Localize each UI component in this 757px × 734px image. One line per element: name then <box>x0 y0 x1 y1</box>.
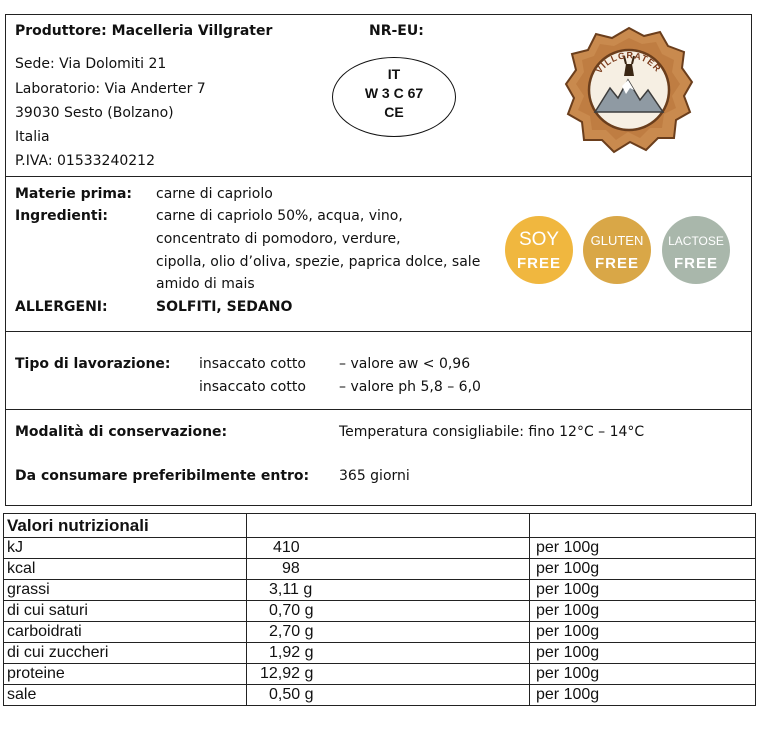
processing-type: insaccato cotto <box>199 379 306 395</box>
processing-type: insaccato cotto <box>199 356 306 372</box>
lactose-free-badge <box>662 216 730 284</box>
nutrition-header-empty <box>247 514 530 538</box>
badge-top-text: SOY <box>518 229 560 250</box>
producer-lab: Laboratorio: Via Anderter 7 <box>15 81 206 97</box>
badge-top-text: GLUTEN <box>590 233 644 248</box>
best-before-label: Da consumare preferibilmente entro: <box>15 468 310 484</box>
soy-free-badge <box>505 216 573 284</box>
nutrient-unit: per 100g <box>530 601 756 622</box>
storage-label: Modalità di conservazione: <box>15 424 228 440</box>
nutrient-value: 12,92 g <box>247 664 530 685</box>
nutrient-name: grassi <box>4 580 247 601</box>
ingredienti-label: Ingredienti: <box>15 208 108 224</box>
nutrition-title: Valori nutrizionali <box>4 514 247 538</box>
producer-city: 39030 Sesto (Bolzano) <box>15 105 174 121</box>
table-row <box>4 685 756 706</box>
nutrient-unit: per 100g <box>530 685 756 706</box>
nutrient-value: 98 <box>247 559 530 580</box>
table-row <box>4 580 756 601</box>
storage-value: Temperatura consigliabile: fino 12°C – 14°C <box>339 424 645 440</box>
allergeni-value: SOLFITI, SEDANO <box>156 299 293 315</box>
badge-bottom-text: FREE <box>516 255 561 272</box>
table-row <box>4 622 756 643</box>
nutrient-unit: per 100g <box>530 559 756 580</box>
villgrater-logo <box>562 24 696 156</box>
table-row <box>4 601 756 622</box>
eu-mark-line2: W 3 C 67 <box>364 85 424 101</box>
nutrient-name: kJ <box>4 538 247 559</box>
best-before-value: 365 giorni <box>339 468 410 484</box>
eu-mark-label: NR-EU: <box>369 23 424 39</box>
nutrient-name: di cui saturi <box>4 601 247 622</box>
nutrient-unit: per 100g <box>530 622 756 643</box>
processing-label: Tipo di lavorazione: <box>15 356 171 372</box>
nutrition-header-empty <box>530 514 756 538</box>
allergeni-label: ALLERGENI: <box>15 299 108 315</box>
materie-label: Materie prima: <box>15 186 132 202</box>
eu-mark-line1: IT <box>387 66 401 82</box>
nutrient-value: 3,11 g <box>247 580 530 601</box>
ingredient-line: concentrato di pomodoro, verdure, <box>156 231 401 247</box>
processing-value: – valore ph 5,8 – 6,0 <box>339 379 481 395</box>
eu-mark-line3: CE <box>384 104 404 120</box>
nutrient-name: kcal <box>4 559 247 580</box>
table-row <box>4 538 756 559</box>
nutrient-name: di cui zuccheri <box>4 643 247 664</box>
nutrient-value: 2,70 g <box>247 622 530 643</box>
table-row <box>4 559 756 580</box>
nutrient-name: sale <box>4 685 247 706</box>
ingredient-line: cipolla, olio d’oliva, spezie, paprica dolce, sale <box>156 254 481 270</box>
nutrient-unit: per 100g <box>530 643 756 664</box>
materie-value: carne di capriolo <box>156 186 273 202</box>
badge-bottom-text: FREE <box>594 255 639 272</box>
producer-label: Produttore: Macelleria Villgrater <box>15 23 273 39</box>
table-row <box>4 664 756 685</box>
svg-text:VILLGRATER: VILLGRATER <box>593 50 664 76</box>
ingredient-line: amido di mais <box>156 276 255 292</box>
nutrient-value: 410 <box>247 538 530 559</box>
nutrient-value: 0,70 g <box>247 601 530 622</box>
producer-piva: P.IVA: 01533240212 <box>15 153 155 169</box>
producer-sede: Sede: Via Dolomiti 21 <box>15 56 167 72</box>
nutrient-value: 0,50 g <box>247 685 530 706</box>
table-row <box>4 643 756 664</box>
badge-top-text: LACTOSE <box>668 234 724 248</box>
nutrition-header-row <box>4 514 756 538</box>
ingredient-line: carne di capriolo 50%, acqua, vino, <box>156 208 403 224</box>
nutrient-value: 1,92 g <box>247 643 530 664</box>
nutrition-table <box>3 513 756 706</box>
nutrient-unit: per 100g <box>530 538 756 559</box>
gluten-free-badge <box>583 216 651 284</box>
badge-bottom-text: FREE <box>673 255 718 272</box>
nutrient-unit: per 100g <box>530 664 756 685</box>
processing-value: – valore aw < 0,96 <box>339 356 471 372</box>
nutrient-unit: per 100g <box>530 580 756 601</box>
producer-country: Italia <box>15 129 50 145</box>
nutrient-name: proteine <box>4 664 247 685</box>
nutrient-name: carboidrati <box>4 622 247 643</box>
